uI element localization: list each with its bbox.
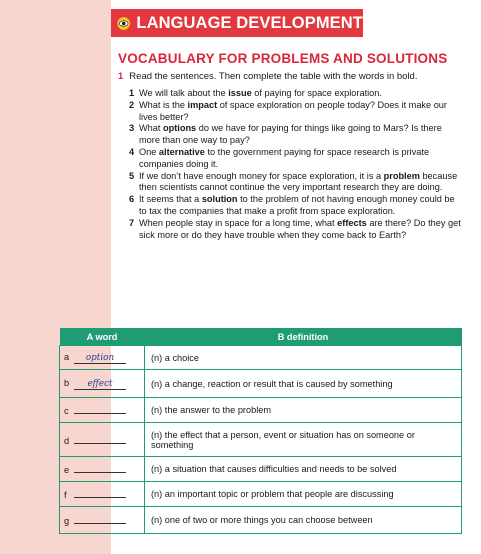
definition-cell: (n) the effect that a person, event or situation has on someone or something bbox=[145, 423, 462, 457]
definition-cell: (n) an important topic or problem that people are discussing bbox=[145, 482, 462, 507]
table-row bbox=[60, 423, 462, 457]
table-row bbox=[60, 398, 462, 423]
answer-blank[interactable] bbox=[74, 488, 126, 498]
sentence-text: What options do we have for paying for things like going to Mars? Is there more than one way to pay? bbox=[139, 123, 442, 146]
sentence-text: We will talk about the issue of paying for space exploration. bbox=[139, 88, 382, 98]
row-letter: a bbox=[64, 351, 70, 362]
word-cell bbox=[60, 457, 145, 482]
answer-blank[interactable] bbox=[74, 404, 126, 414]
sentence-text: It seems that a solution to the problem of not having enough money could be to tax the companies that make a profit from space exploration. bbox=[139, 194, 455, 216]
sentence-text: One alternative to the government paying for space research is private companies doing it. bbox=[139, 146, 430, 169]
sentence-list bbox=[129, 88, 464, 241]
sentence-item bbox=[129, 100, 464, 124]
definition-cell: (n) a choice bbox=[145, 346, 462, 370]
table-row bbox=[60, 457, 462, 482]
sentence-number: 7 bbox=[129, 217, 135, 228]
answer-blank[interactable] bbox=[74, 434, 126, 444]
sentence-text: If we don’t have enough money for space exploration, it is a problem because then scientists cannot continue the very important research they are doing. bbox=[139, 170, 458, 193]
sentence-text: When people stay in space for a long time, what effects are there? Do they get sick more or do they have trouble when they come back to Earth? bbox=[139, 217, 461, 240]
sentence-item bbox=[129, 88, 464, 100]
sentence-item bbox=[129, 147, 464, 171]
column-header-definition: B definition bbox=[145, 328, 462, 346]
instruction-text: Read the sentences. Then complete the table with the words in bold. bbox=[129, 71, 418, 82]
table-row bbox=[60, 370, 462, 398]
sentence-number: 3 bbox=[129, 123, 135, 134]
column-header-word: A word bbox=[60, 328, 145, 346]
definition-cell: (n) a situation that causes difficulties and needs to be solved bbox=[145, 457, 462, 482]
definition-cell: (n) the answer to the problem bbox=[145, 398, 462, 423]
definition-cell: (n) a change, reaction or result that is caused by something bbox=[145, 370, 462, 398]
word-cell bbox=[60, 346, 145, 370]
section-banner bbox=[111, 9, 363, 37]
answer-blank[interactable] bbox=[74, 463, 126, 473]
sentence-item bbox=[129, 194, 464, 218]
sentence-number: 6 bbox=[129, 194, 135, 205]
row-letter: d bbox=[64, 435, 70, 446]
sentence-text: What is the impact of space exploration on people today? Does it make our lives better? bbox=[139, 99, 447, 122]
exercise-instruction bbox=[118, 71, 417, 82]
answer-blank[interactable]: effect bbox=[74, 380, 126, 390]
sentence-number: 1 bbox=[129, 88, 135, 98]
sentence-number: 4 bbox=[129, 146, 135, 157]
word-cell bbox=[60, 398, 145, 423]
row-letter: c bbox=[64, 406, 69, 416]
row-letter: b bbox=[64, 377, 70, 388]
vocabulary-table bbox=[59, 328, 462, 534]
answer-blank[interactable]: option bbox=[74, 354, 126, 364]
row-letter: e bbox=[64, 465, 70, 475]
sentence-number: 5 bbox=[129, 170, 135, 181]
word-cell bbox=[60, 482, 145, 507]
definition-cell: (n) one of two or more things you can choose between bbox=[145, 507, 462, 534]
word-cell bbox=[60, 370, 145, 398]
sentence-item bbox=[129, 171, 464, 195]
table-row bbox=[60, 482, 462, 507]
sentence-item bbox=[129, 218, 464, 242]
answer-blank[interactable] bbox=[74, 514, 126, 524]
row-letter: g bbox=[64, 516, 70, 526]
exercise-number: 1 bbox=[118, 71, 124, 82]
banner-title: LANGUAGE DEVELOPMENT bbox=[136, 13, 363, 32]
word-cell bbox=[60, 507, 145, 534]
table-row bbox=[60, 507, 462, 534]
table-row bbox=[60, 346, 462, 370]
sentence-number: 2 bbox=[129, 99, 135, 110]
section-title: VOCABULARY FOR PROBLEMS AND SOLUTIONS bbox=[118, 51, 448, 66]
sentence-item bbox=[129, 123, 464, 147]
eye-icon bbox=[117, 15, 130, 32]
row-letter: f bbox=[64, 490, 67, 500]
word-cell bbox=[60, 423, 145, 457]
